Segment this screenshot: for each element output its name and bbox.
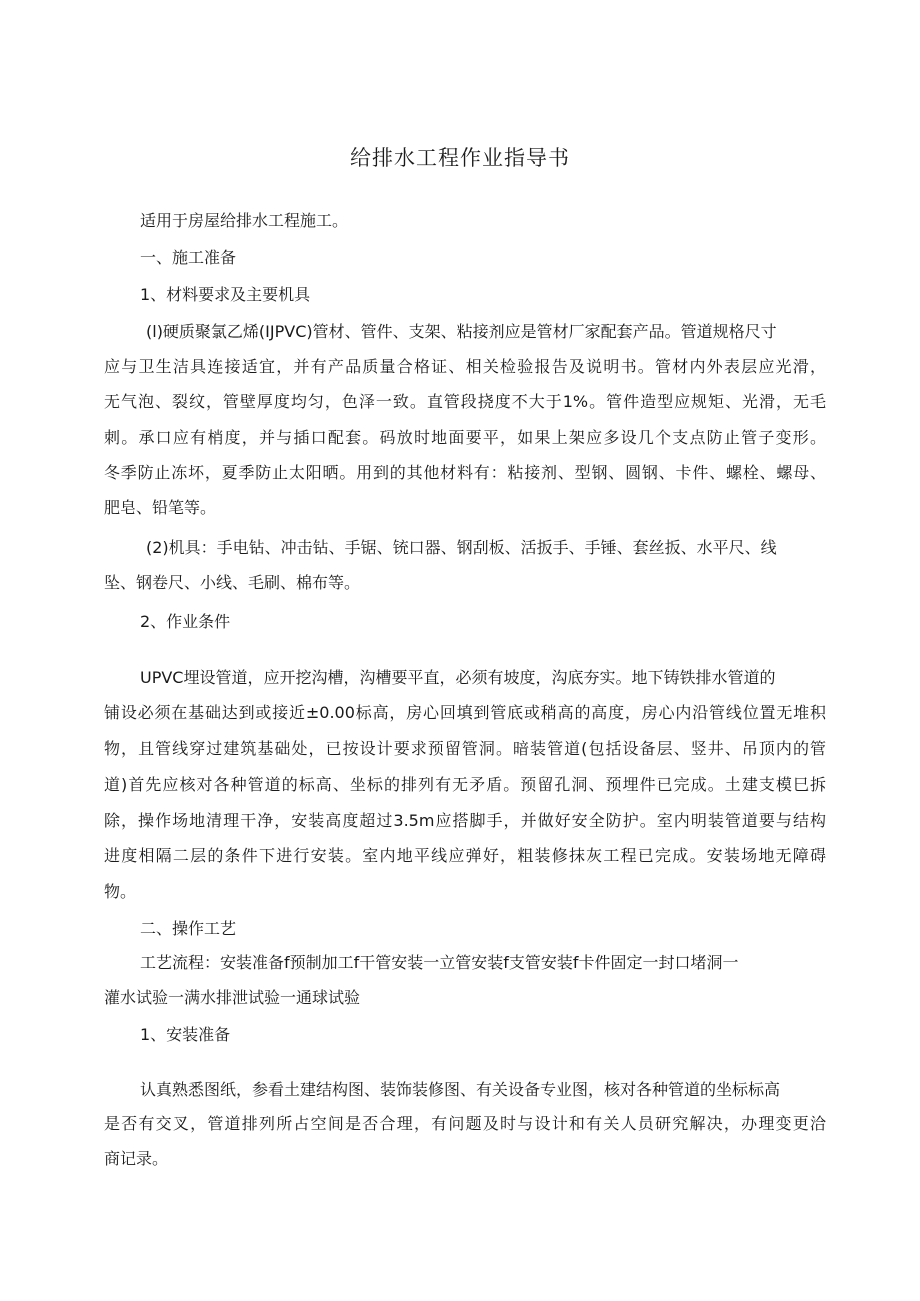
paragraph-line: 物，且管线穿过建筑基础处，已按设计要求预留管洞。暗装管道(包括设备层、竖井、吊顶内的管 xyxy=(104,739,826,758)
paragraph-line: 铺设必须在基础达到或接近±0.00标高，房心回填到管底或稍高的高度，房心内沿管线位置无堆积 xyxy=(104,703,826,722)
section-heading-preparation: 一、施工准备 xyxy=(140,248,237,267)
paragraph-line: 商记录。 xyxy=(104,1149,169,1168)
document-title: 给排水工程作业指导书 xyxy=(350,146,570,170)
subheading-install-prep: 1、安装准备 xyxy=(140,1025,231,1044)
paragraph-line: 无气泡、裂纹，管壁厚度均匀，色泽一致。直管段挠度不大于1%。管件造型应规矩、光滑，无毛 xyxy=(104,392,826,411)
paragraph-line: 物。 xyxy=(104,882,137,901)
paragraph-line: 肥皂、铅笔等。 xyxy=(104,498,217,517)
paragraph-line: 道)首先应核对各种管道的标高、坐标的排列有无矛盾。预留孔洞、预埋件已完成。土建支模巳拆 xyxy=(104,775,826,794)
paragraph-line: 坠、钢卷尺、小线、毛刷、棉布等。 xyxy=(104,573,361,592)
paragraph-line: 冬季防止冻坏，夏季防止太阳晒。用到的其他材料有：粘接剂、型钢、圆钢、卡件、螺栓、螺母、 xyxy=(104,463,826,482)
paragraph-line: UPVC埋设管道，应开挖沟槽，沟槽要平直，必须有坡度，沟底夯实。地下铸铁排水管道的 xyxy=(140,668,776,687)
subheading-materials: 1、材料要求及主要机具 xyxy=(140,285,311,304)
paragraph-line: 刺。承口应有梢度，并与插口配套。码放时地面要平，如果上架应多设几个支点防止管子变形。 xyxy=(104,428,826,447)
paragraph-line: 工艺流程：安装准备f预制加工f干管安装一立管安装f支管安装f卡件固定一封口堵洞一 xyxy=(140,953,739,972)
section-heading-process: 二、操作工艺 xyxy=(140,919,237,938)
paragraph-line: 是否有交叉，管道排列所占空间是否合理，有问题及时与设计和有关人员研究解决，办理变更洽 xyxy=(104,1114,826,1133)
paragraph-line: (l)硬质聚氯乙烯(IJPVC)管材、管件、支架、粘接剂应是管材厂家配套产品。管道规格尺寸 xyxy=(146,322,777,341)
paragraph-line: 灌水试验一满水排泄试验一通球试验 xyxy=(104,988,361,1007)
paragraph-line: 应与卫生洁具连接适宜，并有产品质量合格证、相关检验报告及说明书。管材内外表层应光滑， xyxy=(104,357,826,376)
paragraph-line: (2)机具：手电钻、冲击钻、手锯、铳口器、钢刮板、活扳手、手锤、套丝扳、水平尺、线 xyxy=(146,538,777,557)
scope-line: 适用于房屋给排水工程施工。 xyxy=(140,211,349,230)
paragraph-line: 认真熟悉图纸，参看土建结构图、装饰装修图、有关设备专业图，核对各种管道的坐标标高 xyxy=(140,1080,781,1099)
subheading-conditions: 2、作业条件 xyxy=(140,612,231,631)
paragraph-line: 除，操作场地清理干净，安装高度超过3.5m应搭脚手，并做好安全防护。室内明装管道要与结构 xyxy=(104,811,826,830)
paragraph-line: 进度相隔二层的条件下进行安装。室内地平线应弹好，粗装修抹灰工程已完成。安装场地无障碍 xyxy=(104,846,826,865)
